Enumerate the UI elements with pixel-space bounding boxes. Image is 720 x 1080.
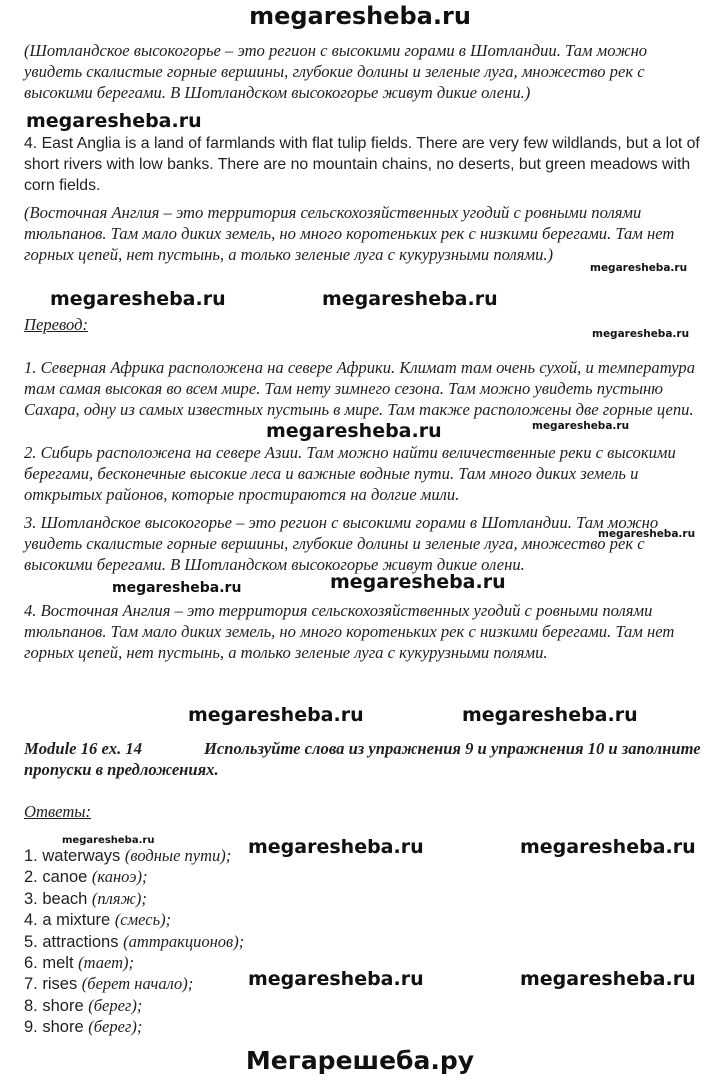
translation-heading: Перевод:: [24, 315, 88, 334]
watermark: megaresheba.ru: [188, 704, 364, 726]
translation-item-3: 3. Шотландское высокогорье – это регион с высокими горами в Шотландии. Там можно увидеть скалистые горные вершины, глубокие долины и зеленые луга, множество рек с высокими берегами. В Шотландском высокогорье живут дикие олени.: [24, 513, 659, 574]
watermark: megaresheba.ru: [266, 420, 442, 442]
translation-item-4: 4. Восточная Англия – это территория сельскохозяйственных угодий с ровными полями тюльпанов. Там мало диких земель, но много коротеньких рек с низкими берегами. Там нет горных цепей, нет пустынь, а только зеленые луга с кукурузными полями.: [24, 601, 675, 662]
paragraph-east-anglia-ru: (Восточная Англия – это территория сельскохозяйственных угодий с ровными полями тюльпанов. Там мало диких земель, но много коротеньких рек с низкими берегами. Там нет горных цепей, нет пустынь, а только зеленые луга с кукурузными полями.): [24, 203, 675, 264]
paragraph-east-anglia-en: 4. East Anglia is a land of farmlands with flat tulip fields. There are very few wildlands, but a lot of short rivers with low banks. There are no mountain chains, no deserts, but green meadows with corn fields.: [24, 135, 700, 194]
watermark: megaresheba.ru: [50, 288, 226, 310]
watermark: megaresheba.ru: [248, 836, 424, 858]
answer-item: 5. attractions (аттракционов);: [24, 931, 245, 951]
module-label: Module 16 ex. 14: [24, 739, 142, 758]
task-instruction: Используйте слова из упражнения 9 и упражнения 10 и заполните пропуски в предложениях.: [24, 739, 701, 779]
answer-item: 1. waterways (водные пути);: [24, 846, 232, 865]
watermark: megaresheba.ru: [322, 288, 498, 310]
answer-item: 8. shore (берег);: [24, 995, 143, 1015]
watermark: megaresheba.ru: [520, 836, 696, 858]
watermark-small: megaresheba.ru: [532, 420, 630, 432]
watermark-small: megaresheba.ru: [592, 328, 690, 340]
answer-item: 4. a mixture (смесь);: [24, 910, 172, 930]
watermark: megaresheba.ru: [462, 704, 638, 726]
watermark: megaresheba.ru: [330, 571, 506, 593]
watermark: megaresheba.ru: [520, 968, 696, 990]
answers-list: [24, 845, 704, 1038]
watermark-small: megaresheba.ru: [62, 835, 155, 846]
watermark-small: megaresheba.ru: [112, 580, 242, 596]
watermark-header: megaresheba.ru: [249, 2, 471, 30]
watermark-footer: Мегарешеба.ру: [245, 1046, 475, 1075]
answer-item: 6. melt (тает);: [24, 952, 134, 972]
answer-item: 9. shore (берег);: [24, 1017, 143, 1037]
watermark-small: megaresheba.ru: [598, 528, 696, 540]
translation-item-2: 2. Сибирь расположена на севере Азии. Там можно найти величественные реки с высокими берегами, бесконечные высокие леса и важные водные пути. Там много диких земель и открытых районов, которые простираются на долгие мили.: [24, 443, 676, 504]
watermark: megaresheba.ru: [26, 110, 202, 132]
task-heading: [24, 738, 704, 780]
watermark: megaresheba.ru: [248, 968, 424, 990]
translation-item-1: 1. Северная Африка расположена на севере Африки. Климат там очень сухой, и температура там самая высокая во всем мире. Там нету зимнего сезона. Там можно увидеть пустыню Сахара, одну из самых известных пустынь в мире. Там также расположены две горные цепи.: [24, 358, 696, 419]
answer-item: 3. beach (пляж);: [24, 888, 147, 908]
answer-item: 2. canoe (каноэ);: [24, 867, 148, 887]
watermark-small: megaresheba.ru: [590, 262, 688, 274]
answer-item: 7. rises (берет начало);: [24, 974, 194, 994]
paragraph-scotland-ru: (Шотландское высокогорье – это регион с высокими горами в Шотландии. Там можно увидеть скалистые горные вершины, глубокие долины и зеленые луга, множество рек с высокими берегами. В Шотландском высокогорье живут дикие олени.): [24, 41, 648, 102]
answers-heading: Ответы:: [24, 802, 92, 821]
